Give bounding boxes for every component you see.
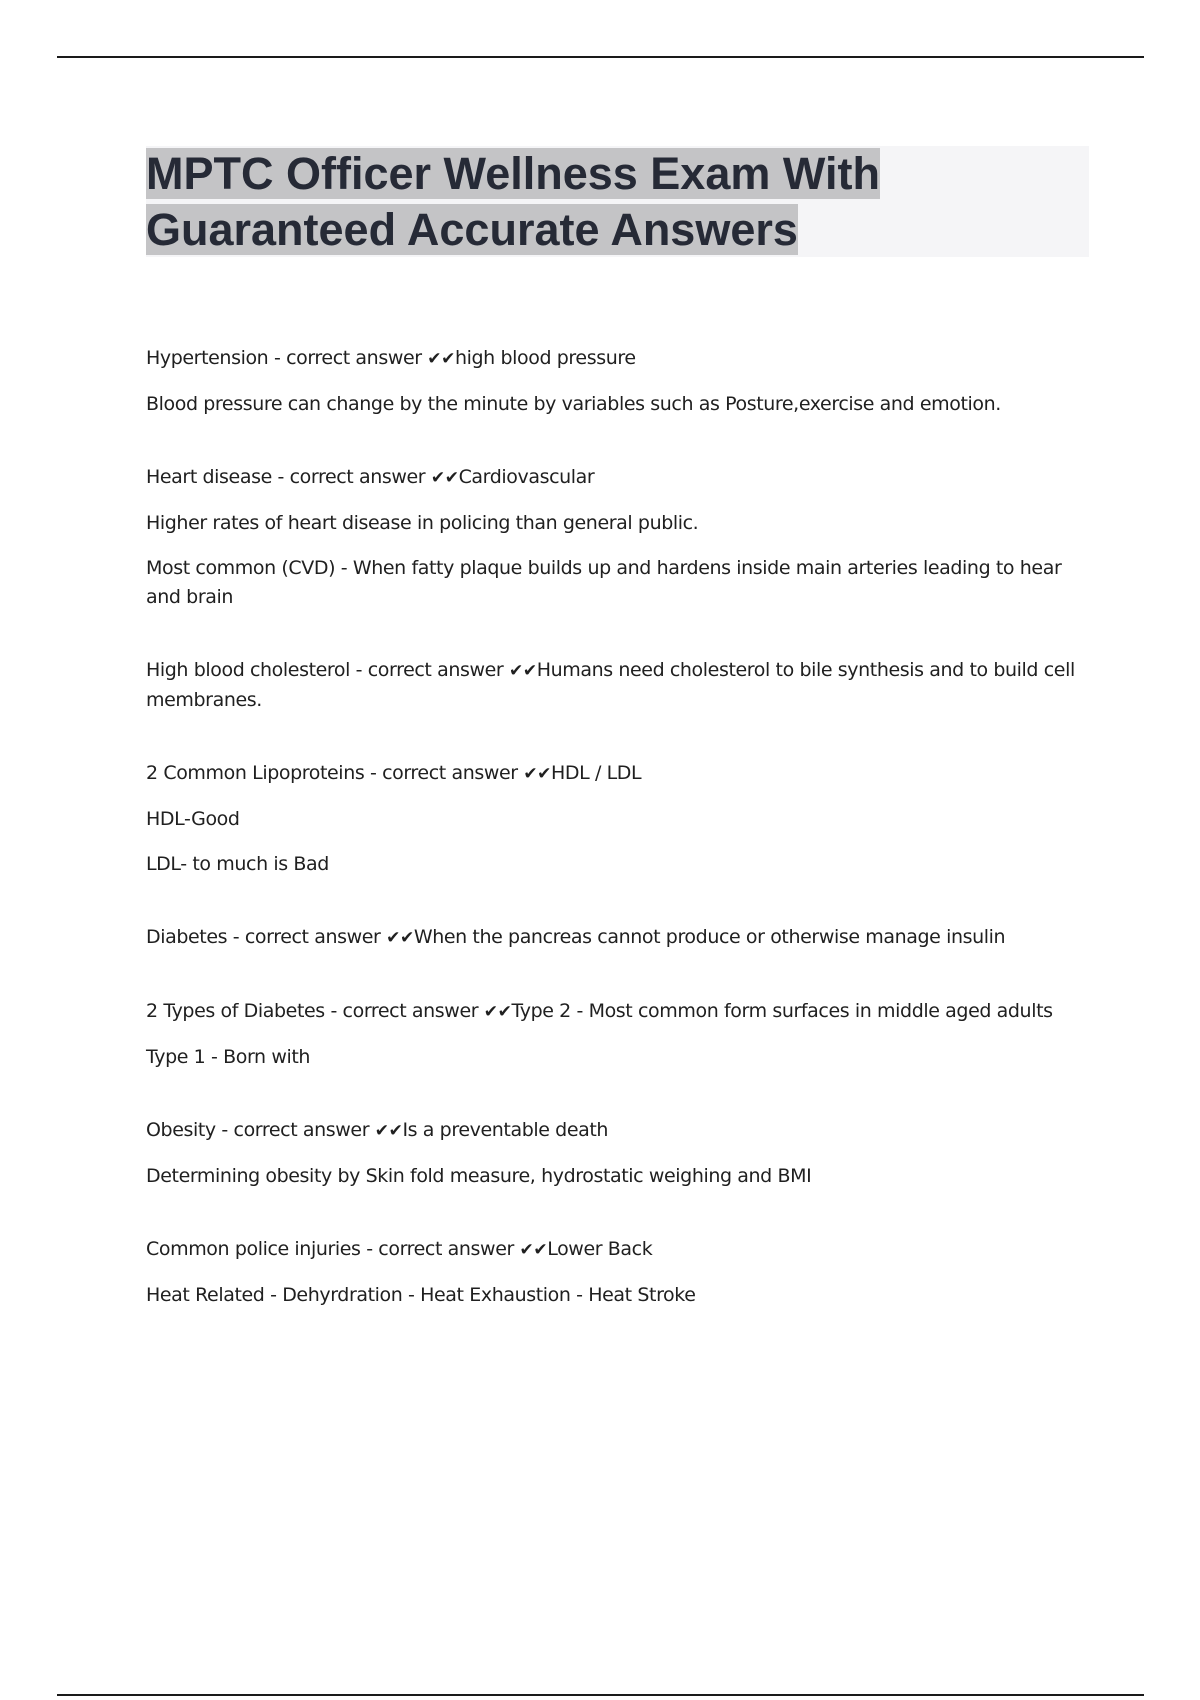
top-divider bbox=[57, 56, 1144, 58]
qa-item bbox=[146, 997, 1096, 1072]
qa-item bbox=[146, 759, 1096, 879]
qa-note: Most common (CVD) - When fatty plaque builds up and hardens inside main arteries leading to hear and brain bbox=[146, 557, 1062, 608]
qa-note: Type 1 - Born with bbox=[146, 1046, 311, 1068]
qa-question-line bbox=[146, 759, 1096, 789]
qa-term: Obesity bbox=[146, 1119, 216, 1141]
qa-note: Higher rates of heart disease in policing than general public. bbox=[146, 512, 699, 534]
qa-question-line bbox=[146, 923, 1096, 953]
answer-separator: - correct answer bbox=[350, 659, 509, 681]
qa-list bbox=[146, 344, 1096, 1354]
qa-item bbox=[146, 463, 1096, 612]
qa-question-line bbox=[146, 997, 1096, 1027]
qa-term: 2 Common Lipoproteins bbox=[146, 762, 365, 784]
qa-question-line bbox=[146, 656, 1096, 715]
qa-answer: high blood pressure bbox=[455, 347, 636, 369]
title-line-2: Guaranteed Accurate Answers bbox=[146, 204, 798, 255]
checkmark-icon: ✔✔ bbox=[523, 764, 552, 784]
qa-answer: Lower Back bbox=[547, 1238, 653, 1260]
qa-item bbox=[146, 1116, 1096, 1191]
qa-answer: Is a preventable death bbox=[402, 1119, 609, 1141]
checkmark-icon: ✔✔ bbox=[386, 928, 414, 948]
qa-answer: HDL / LDL bbox=[551, 762, 642, 784]
qa-term: 2 Types of Diabetes bbox=[146, 1000, 325, 1022]
document-title bbox=[146, 146, 1106, 258]
qa-note: Determining obesity by Skin fold measure, hydrostatic weighing and BMI bbox=[146, 1165, 812, 1187]
answer-separator: - correct answer bbox=[364, 762, 524, 784]
qa-term: Diabetes bbox=[146, 926, 228, 948]
answer-separator: - correct answer bbox=[268, 347, 428, 369]
qa-term: High blood cholesterol bbox=[146, 659, 351, 681]
qa-answer: Cardiovascular bbox=[458, 466, 595, 488]
qa-answer: When the pancreas cannot produce or otherwise manage insulin bbox=[413, 926, 1006, 948]
qa-question-line bbox=[146, 463, 1096, 493]
qa-term: Common police injuries bbox=[146, 1238, 361, 1260]
checkmark-icon: ✔✔ bbox=[508, 661, 537, 681]
checkmark-icon: ✔✔ bbox=[374, 1121, 403, 1141]
qa-answer: Type 2 - Most common form surfaces in middle aged adults bbox=[511, 1000, 1053, 1022]
qa-note: Heat Related - Dehyrdration - Heat Exhaustion - Heat Stroke bbox=[146, 1284, 696, 1306]
checkmark-icon: ✔✔ bbox=[430, 468, 459, 488]
qa-term: Hypertension bbox=[146, 347, 269, 369]
qa-question-line bbox=[146, 1116, 1096, 1146]
qa-note: HDL-Good bbox=[146, 808, 240, 830]
checkmark-icon: ✔✔ bbox=[483, 1002, 512, 1022]
checkmark-icon: ✔✔ bbox=[427, 349, 455, 369]
qa-answer: Humans need cholesterol to bile synthesis and to build cell membranes. bbox=[146, 659, 1075, 711]
qa-item bbox=[146, 923, 1096, 953]
qa-item bbox=[146, 656, 1096, 715]
qa-note: LDL- to much is Bad bbox=[146, 853, 329, 875]
answer-separator: - correct answer bbox=[360, 1238, 520, 1260]
answer-separator: - correct answer bbox=[324, 1000, 484, 1022]
answer-separator: - correct answer bbox=[215, 1119, 375, 1141]
answer-separator: - correct answer bbox=[227, 926, 387, 948]
qa-item bbox=[146, 344, 1096, 419]
qa-note: Blood pressure can change by the minute by variables such as Posture,exercise and emotion. bbox=[146, 393, 1001, 415]
qa-question-line bbox=[146, 1235, 1096, 1265]
answer-separator: - correct answer bbox=[271, 466, 431, 488]
qa-term: Heart disease bbox=[146, 466, 272, 488]
checkmark-icon: ✔✔ bbox=[519, 1240, 548, 1260]
qa-item bbox=[146, 1235, 1096, 1310]
title-line-1: MPTC Officer Wellness Exam With bbox=[146, 148, 880, 199]
qa-question-line bbox=[146, 344, 1096, 374]
bottom-divider bbox=[57, 1694, 1144, 1696]
